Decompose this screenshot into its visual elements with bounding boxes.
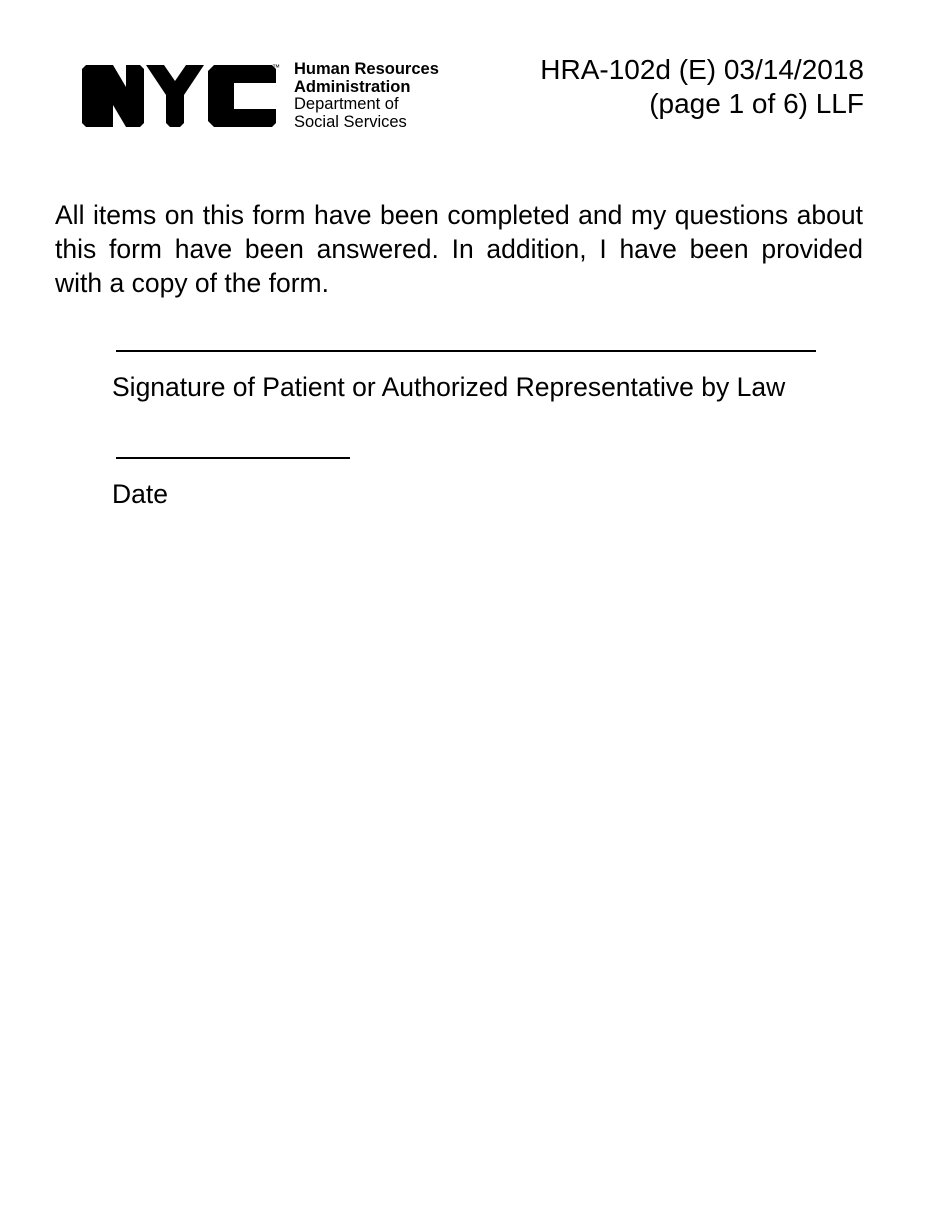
- dept-line-1: Department of: [294, 95, 399, 113]
- date-label: Date: [112, 479, 168, 509]
- agency-name: [294, 61, 439, 131]
- dept-line-2: Social Services: [294, 112, 407, 131]
- signature-label: Signature of Patient or Authorized Representative by Law: [112, 372, 786, 402]
- agency-line-1: Human Resources: [294, 60, 439, 78]
- date-line: [116, 457, 350, 459]
- nyc-hra-logo: [82, 59, 462, 135]
- form-identifier: [540, 53, 864, 121]
- form-number: HRA-102d (E) 03/14/2018: [540, 54, 864, 85]
- page-info: (page 1 of 6) LLF: [649, 88, 864, 119]
- signature-line: [116, 350, 816, 352]
- trademark-symbol: ™: [272, 63, 280, 72]
- acknowledgement-statement: All items on this form have been completed and my questions about this form have been answered. In addition, I have been provided with a copy of the form.: [55, 200, 863, 298]
- nyc-logo-mark: [82, 61, 282, 131]
- agency-line-2: Administration: [294, 77, 411, 96]
